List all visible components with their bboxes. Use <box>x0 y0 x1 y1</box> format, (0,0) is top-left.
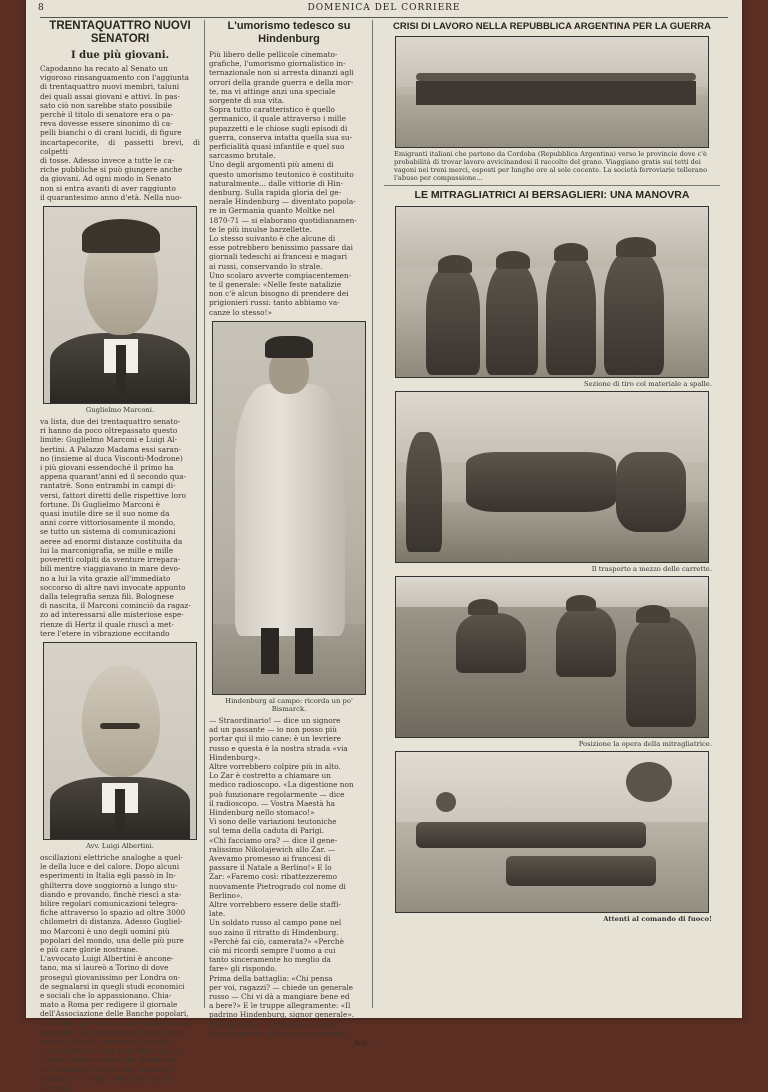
caption-marconi: Guglielmo Marconi. <box>85 406 155 415</box>
photo-sezione-tiro <box>395 206 709 378</box>
photo-mitragliatrice <box>395 576 709 738</box>
article-middle: va lista, due dei trentaquattro senato- ri hanno da poco oltrepassato questo limite: Guglielmo Marconi e Luigi Al- bertini. A Palazzo Madama essi saran- no (insieme al duca Visconti-Modrone) i più giovani essendoché il primo ha appena quarant'anni ed il secondo qua- rantatrè. Sono entrambi in campi di- versi, fattori diretti delle rispettive loro fortune. Di Guglielmo Marconi è quasi inutile dire se il suo nome da anni corre vittoriosamente il mondo, se tutto un sistema di comunicazioni aeree ad enormi distanze costituita da lui la marconigrafia, se mille e mille poveretti colpiti da sventure irrepara- bili mentre viaggiavano in mare devo- no a lui la vita grazie all'immediato soccorso di altre navi invocate appunto dalla telegrafia senza fili. Bolognese di nascita, il Marconi cominciò da ragaz- zo ad interessarsi alle misteriose espe- rienze di Hertz il quale riuscì a met- tere l'etere in vibrazione eccitando <box>40 417 191 638</box>
umorismo-top-text: Più libero delle pellicole cinemato- grafiche, l'umorismo giornalistico in- ternazionale non si arresta dinanzi agli orrori della grande guerra e della mor- te, ma vi attinge anzi una speciale sorgente di sua vita. Sopra tutto caratteristico è quello germanico, il quale attraverso i mille pupazzetti e le chiose sugli episodi di guerra, conserva intatta quella sua su- perficialità quasi infantile e quel suo sarcasmo brutale. Uno degli argomenti più ameni di questo umorismo teutonico è costituito naturalmente... dalle vittorie di Hin- denburg. Sulla rapida gloria del ge- nerale Hindenburg — diventato popola- re in Germania quanto Moltke nel 1870-71 — si elaborano quotidianamen- te le più insulse barzellette. Lo stesso suivanto è che alcune di esse potrebbero benissimo passare dai giornali tedeschi ai francesi e magari ai russi, conservando lo strale. Uno scolaro avverte compiacentemen- te il generale: «Nelle feste natalizie non c'è alcun bisogno di prendere dei prigionieri russi: tanto abbiamo va- canze lo stesso!» <box>209 50 357 317</box>
photo-hindenburg <box>212 321 366 695</box>
column-senatori <box>40 20 200 1092</box>
caption-trasporto: Il trasporto a mezzo delle carrette. <box>591 565 712 573</box>
column-divider <box>372 20 373 1008</box>
caption-argentina: Emigranti italiani che partono da Cordoba (Repubblica Argentina) verso le provincie dove c'è probabilità di trovar lavoro avvicinandosi il raccolto del grano. Viaggiano gratis sui tetti dei vagoni nei treni merci, esposti per lunghe ore al sole cocente. La società ferroviarie tollerano l'abuso per compassione... <box>394 150 708 182</box>
photo-argentina-train <box>395 36 709 148</box>
page-number: 8 <box>38 3 44 13</box>
caption-mitragliatrice: Posizione la opera della mitragliatrice. <box>578 740 712 748</box>
photo-marconi <box>43 206 197 404</box>
photo-comando-fuoco <box>395 751 709 913</box>
signature: Sop. <box>354 1039 369 1047</box>
headline-argentina: CRISI DI LAVORO NELLA REPUBBLICA ARGENTINA PER LA GUERRA <box>393 21 711 32</box>
article-intro: Capodanno ha recato al Senato un vigoroso rinsanguamento con l'aggiunta di trentaquattro nuovi membri, taluni dei quali assai giovani e attivi. In pas- sato ciò non sarebbe stato possibile perchè il titolo di senatore era o pa- reva dovesse essere sinonimo di ca- pelli bianchi o di crani lucidi, di figure incartapecorite, di passetti brevi, di colpetti di tosse. Adesso invece a tutte le ca- riche pubbliche si può giungere anche da giovani. Ad ogni modo in Senato non si entra avanti di aver raggiunto il quarantesimo anno d'età. Nella nuo- <box>40 64 200 202</box>
caption-comando-fuoco: Attenti al comando di fuoco! <box>603 915 712 923</box>
newspaper-page <box>26 0 742 1092</box>
headline-umorismo: L'umorismo tedesco su Hindenburg <box>227 20 351 45</box>
caption-hindenburg: Hindenburg al campo: ricorda un po' Bismarck. <box>225 696 353 713</box>
section-rule <box>384 185 720 186</box>
article-end: oscillazioni elettriche analoghe a quel- le della luce e del calore. Dopo alcuni esperimenti in Italia egli passò in In- ghilterra dove soggiornò a lungo stu- diando e provando, finchè riescì a sta- bilire regolari comunicazioni telegra- fiche attraverso lo spazio ad oltre 3000 chilometri di distanza. Adesso Gugliel- mo Marconi è uno degli uomini più popolari del mondo, una delle più pure e più care glorie nostrane. L'avvocato Luigi Albertini è ancone- tano, ma si laureò a Torino di dove proseguì giovanissimo per Londra on- de segnalarsi in quegli studi economici e sociali che lo appassionano. Chia- mato a Roma per redigere il giornale dell'Associazione delle Banche popolari, nel 1896 egli entrava come segretario di redazione al Corriere della Sera. Quat- tro anni dopo ne assunse la direzio- ne e diventava capo della Società che è anche proprietaria della Domenica del Corriere. Essendo egli nato nell' ottobre 1871 oggi conta poco più di 43 anni. <box>40 852 191 1092</box>
column-divider <box>204 20 205 1008</box>
headline-bersaglieri: LE MITRAGLIATRICI AI BERSAGLIERI: UNA MANOVRA <box>414 189 690 201</box>
headline-senatori: TRENTAQUATTRO NUOVI SENATORI <box>49 20 191 45</box>
column-umorismo <box>209 20 369 1047</box>
photo-trasporto-carrette <box>395 391 709 563</box>
subhead-giovani: I due più giovani. <box>70 50 170 61</box>
column-photos <box>374 20 730 1008</box>
photo-albertini <box>43 642 197 840</box>
caption-sezione-tiro: Sezione di tiro col materiale a spalle. <box>583 380 712 388</box>
umorismo-bottom-text: — Straordinario! — dice un signore ad un passante — io non posso più portar qui il mio cane: è un levriere russo e questa è la nostra strada «via Hindenburg». Altre vorrebbero colpire più in alto. Lo Zar è costretto a chiamare un medico radioscopo. «La digestione non può funzionare regolarmente — dice il radioscopo. — Vostra Maestà ha Hindenburg nello stomaco!» Vi sono delle variazioni teutoniche sul tema della caduta di Parigi. «Chi facciamo ora? — dice il gene- ralissimo Nikolajewich allo Zar. — Avevamo promesso ai francesi di passare il Natale a Berlino!» E lo Zar: «Faremo così: ribattezzeremo nuovamente Pietrogrado col nome di Berlino». Altre vorrebbero essere delle staffi- late. Un soldato russo al campo pone nel suo zaino il ritratto di Hindenburg. «Perchè fai ciò, camerata?» «Perchè ciò mi ricordi sempre l'uomo a cui tanto sinceramente ho meglio da fare» gli rispondo. Prima della battaglia: «Chi pensa per voi, ragazzi? — chiede un generale russo — Chi vi dà a mangiare bene ed a bere?» E le truppe allegramente: «Il padrino Hindenburg, signor generale». Hindenburg è così diventato il mo- tivo dominante del sarcasmo tedesco. <box>209 715 355 1038</box>
header-rule <box>40 17 728 18</box>
caption-albertini: Avv. Luigi Albertini. <box>86 841 154 850</box>
masthead: DOMENICA DEL CORRIERE <box>307 3 461 13</box>
